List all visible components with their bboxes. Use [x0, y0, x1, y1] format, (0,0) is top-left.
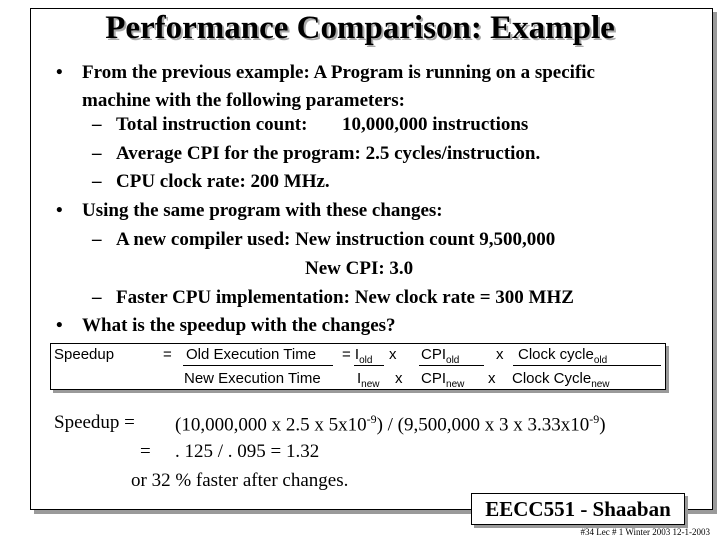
dash-marker: – — [92, 171, 102, 192]
solution-label: Speedup = — [54, 412, 135, 433]
formula-denominator-i: $I_{new}$ — [357, 370, 380, 390]
line-3: Total instruction count: — [116, 114, 308, 135]
slide-title: Performance Comparison: Example — [105, 10, 615, 46]
line-2: machine with the following parameters: — [82, 90, 405, 111]
formula-numerator-i: = $I_{old}$ — [342, 346, 373, 366]
speedup-formula-box — [50, 343, 666, 390]
line-9: Faster CPU implementation: New clock rate = 300 MHZ — [116, 287, 574, 308]
formula-label: Speedup — [54, 346, 115, 363]
fraction-line — [513, 365, 661, 366]
line-5: CPU clock rate: 200 MHz. — [116, 171, 330, 192]
line-10: What is the speedup with the changes? — [82, 315, 396, 336]
dash-marker: – — [92, 114, 102, 135]
formula-numerator-time: Old Execution Time — [186, 346, 317, 363]
formula-numerator-clock: Clock cycle$_{old}$ — [518, 346, 608, 366]
formula-numerator-cpi: $CPI_{old}$ — [421, 346, 460, 366]
line-1: From the previous example: A Program is running on a specific — [82, 62, 595, 83]
formula-equals: = — [163, 346, 172, 363]
footnote: #34 Lec # 1 Winter 2003 12-1-2003 — [580, 527, 710, 537]
fraction-line — [354, 365, 384, 366]
formula-denominator-cpi: $CPI_{new}$ — [421, 370, 465, 390]
dash-marker: – — [92, 229, 102, 250]
dash-marker: – — [92, 287, 102, 308]
formula-times: x — [488, 370, 496, 387]
solution-line-2: . 125 / . 095 = 1.32 — [175, 441, 320, 462]
formula-times: x — [389, 346, 397, 363]
line-3b: 10,000,000 instructions — [342, 114, 529, 135]
fraction-line — [419, 365, 484, 366]
course-label: EECC551 - Shaaban — [471, 493, 685, 525]
solution-line-1: (10,000,000 x 2.5 x $5x10^{-9}) / (9,500,000$ x 3 x $3.33x10^{-9}$) — [175, 412, 606, 436]
formula-denominator-time: New Execution Time — [184, 370, 321, 387]
fraction-line — [183, 365, 333, 366]
formula-times: x — [395, 370, 403, 387]
line-4: Average CPI for the program: 2.5 cycles/instruction. — [116, 143, 541, 164]
solution-line-3: or 32 % faster after changes. — [131, 470, 349, 491]
formula-denominator-clock: Clock Cycle$_{new}$ — [512, 370, 610, 390]
bullet-dot: • — [56, 315, 63, 336]
bullet-dot: • — [56, 200, 63, 221]
line-8: New CPI: 3.0 — [305, 258, 414, 279]
bullet-dot: • — [56, 62, 63, 83]
line-6: Using the same program with these changes: — [82, 200, 443, 221]
line-7: A new compiler used: New instruction count 9,500,000 — [116, 229, 556, 250]
dash-marker: – — [92, 143, 102, 164]
solution-equals: = — [140, 441, 151, 462]
formula-times: x — [496, 346, 504, 363]
